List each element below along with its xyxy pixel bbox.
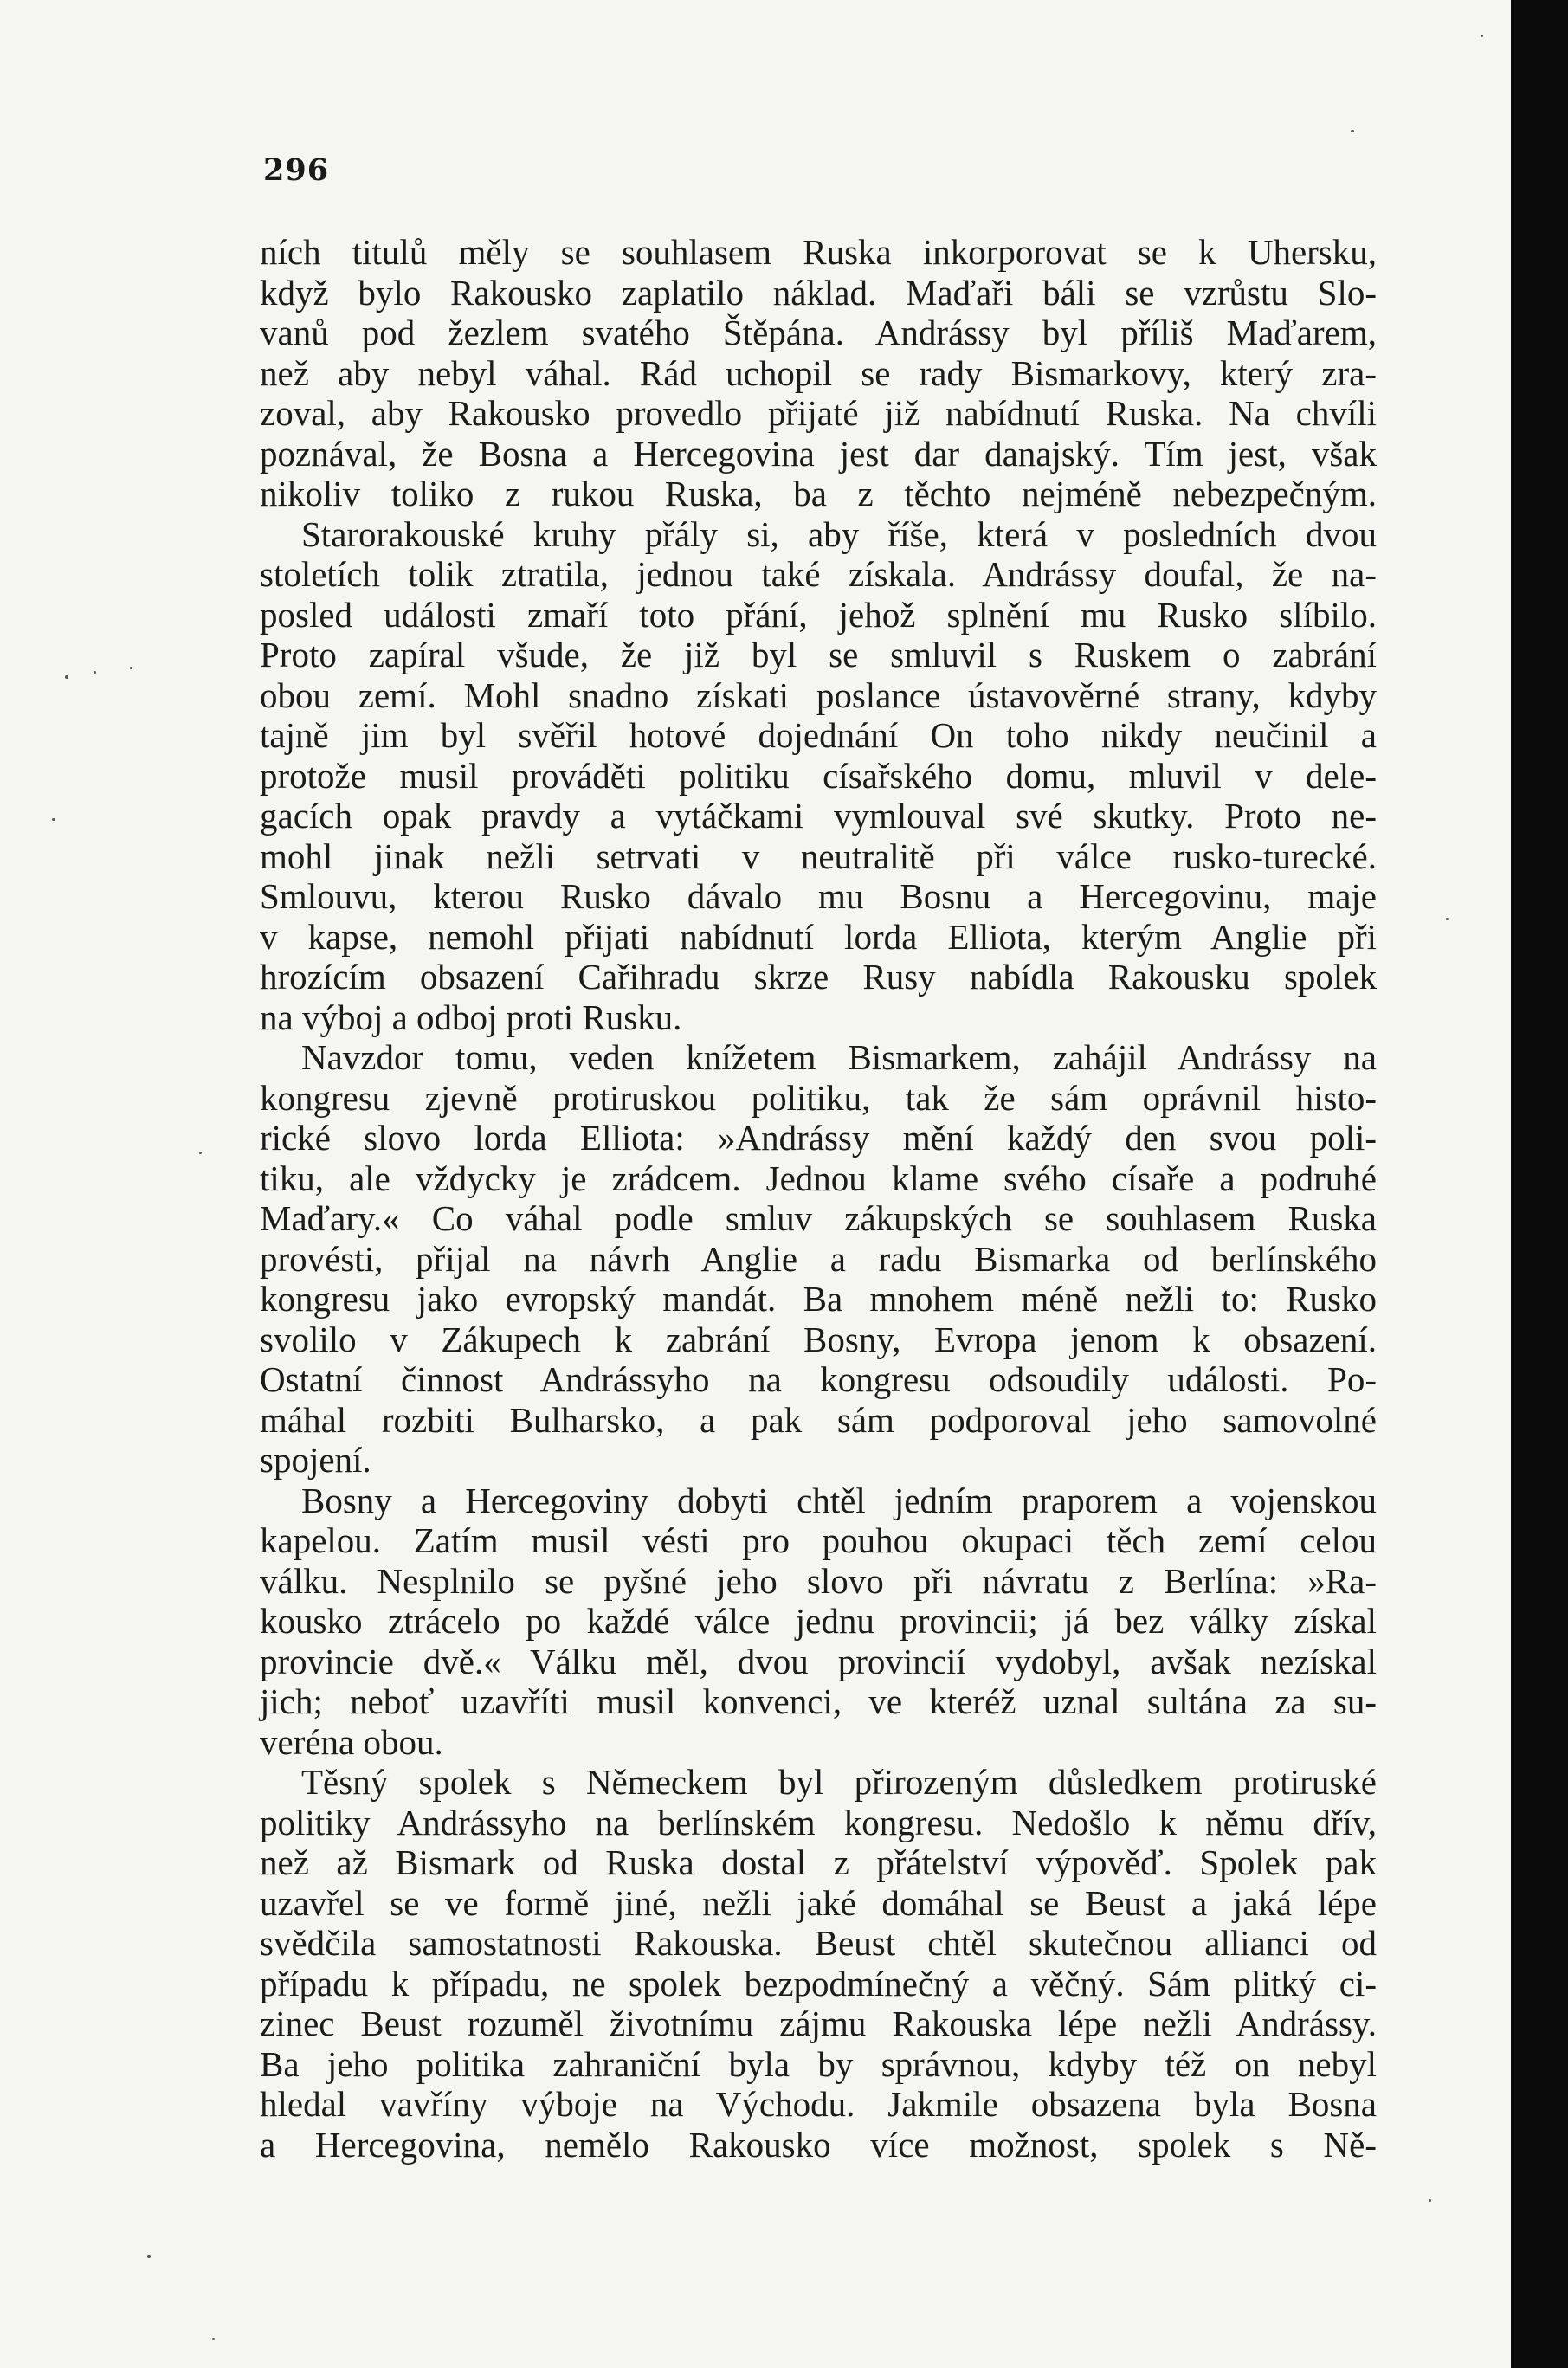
text-line: posled události zmaří toto přání, jehož splnění mu Rusko slíbilo. xyxy=(260,594,1377,635)
text-line: v kapse, nemohl přijati nabídnutí lorda Elliota, kterým Anglie při xyxy=(260,916,1377,957)
text-line: Bosny a Hercegoviny dobyti chtěl jedním praporem a vojenskou xyxy=(301,1480,1377,1520)
text-line: Maďary.« Co váhal podle smluv zákupských se souhlasem Ruska xyxy=(260,1198,1377,1238)
text-line: hledal vavříny výboje na Východu. Jakmile obsazena byla Bosna xyxy=(260,2084,1377,2124)
text-line: nikoliv toliko z rukou Ruska, ba z těchto nejméně nebezpečným. xyxy=(260,474,1377,513)
text-line: na výboj a odboj proti Rusku. xyxy=(260,997,682,1037)
text-line: vanů pod žezlem svatého Štěpána. Andrássy byl příliš Maďarem, xyxy=(260,313,1377,352)
text-line: rické slovo lorda Elliota: »Andrássy mění každý den svou poli- xyxy=(260,1118,1377,1158)
scan-edge xyxy=(1511,0,1568,2368)
text-line: ních titulů měly se souhlasem Ruska inkorporovat se k Uhersku, xyxy=(260,232,1377,272)
text-line: kousko ztrácelo po každé válce jednu provincii; já bez války získal xyxy=(260,1601,1377,1641)
body-text xyxy=(260,232,1377,2165)
text-line: provincie dvě.« Válku měl, dvou provincií vydobyl, avšak nezískal xyxy=(260,1641,1377,1681)
text-line: Proto zapíral všude, že již byl se smluvil s Ruskem o zabrání xyxy=(260,635,1377,674)
text-line: hrozícím obsazení Cařihradu skrze Rusy nabídla Rakousku spolek xyxy=(260,957,1377,997)
text-line: Starorakouské kruhy přály si, aby říše, která v posledních dvou xyxy=(301,513,1377,554)
text-line: než až Bismark od Ruska dostal z přátelství výpověď. Spolek pak xyxy=(260,1842,1377,1882)
text-line: svědčila samostatnosti Rakouska. Beust chtěl skutečnou allianci od xyxy=(260,1923,1377,1963)
text-line: kapelou. Zatím musil vésti pro pouhou okupaci těch zemí celou xyxy=(260,1520,1377,1560)
text-line: politiky Andrássyho na berlínském kongresu. Nedošlo k němu dřív, xyxy=(260,1802,1377,1842)
text-line: máhal rozbiti Bulharsko, a pak sám podporoval jeho samovolné xyxy=(260,1399,1377,1440)
text-line: zinec Beust rozuměl životnímu zájmu Rakouska lépe nežli Andrássy. xyxy=(260,2003,1377,2043)
text-line: když bylo Rakousko zaplatilo náklad. Maďaři báli se vzrůstu Slo- xyxy=(260,272,1377,313)
text-line: spojení. xyxy=(260,1440,371,1480)
text-line: svolilo v Zákupech k zabrání Bosny, Evropa jenom k obsazení. xyxy=(260,1319,1377,1359)
text-line: než aby nebyl váhal. Rád uchopil se rady Bismarkovy, který zra- xyxy=(260,352,1377,393)
text-line: tajně jim byl svěřil hotové dojednání On toho nikdy neučinil a xyxy=(260,715,1377,755)
text-line: Ba jeho politika zahraniční byla by správnou, kdyby též on nebyl xyxy=(260,2043,1377,2084)
text-line: Těsný spolek s Německem byl přirozeným důsledkem protiruské xyxy=(301,1762,1377,1802)
text-line: válku. Nesplnilo se pyšné jeho slovo při návratu z Berlína: »Ra- xyxy=(260,1560,1377,1601)
text-line: Ostatní činnost Andrássyho na kongresu odsoudily události. Po- xyxy=(260,1359,1377,1399)
text-line: veréna obou. xyxy=(260,1721,443,1762)
text-line: Navzdor tomu, veden knížetem Bismarkem, zahájil Andrássy na xyxy=(301,1037,1377,1077)
page-number: 296 xyxy=(263,152,330,188)
text-line: a Hercegovina, nemělo Rakousko více možnost, spolek s Ně- xyxy=(260,2124,1377,2165)
text-line: protože musil prováděti politiku císařského domu, mluvil v dele- xyxy=(260,755,1377,796)
text-line: tiku, ale vždycky je zrádcem. Jednou klame svého císaře a podruhé xyxy=(260,1158,1377,1198)
text-line: mohl jinak nežli setrvati v neutralitě při válce rusko-turecké. xyxy=(260,836,1377,876)
text-line: zoval, aby Rakousko provedlo přijaté již nabídnutí Ruska. Na chvíli xyxy=(260,393,1377,433)
text-line: jich; neboť uzavříti musil konvenci, ve kteréž uznal sultána za su- xyxy=(260,1681,1377,1721)
text-line: poznával, že Bosna a Hercegovina jest dar danajský. Tím jest, však xyxy=(260,433,1377,474)
text-line: kongresu jako evropský mandát. Ba mnohem méně nežli to: Rusko xyxy=(260,1279,1377,1319)
text-line: stoletích tolik ztratila, jednou také získala. Andrássy doufal, že na- xyxy=(260,554,1377,594)
text-line: kongresu zjevně protiruskou politiku, tak že sám oprávnil histo- xyxy=(260,1077,1377,1118)
text-line: případu k případu, ne spolek bezpodmínečný a věčný. Sám plitký ci- xyxy=(260,1963,1377,2003)
text-line: uzavřel se ve formě jiné, nežli jaké domáhal se Beust a jaká lépe xyxy=(260,1882,1377,1923)
text-line: Smlouvu, kterou Rusko dávalo mu Bosnu a Hercegovinu, maje xyxy=(260,876,1377,916)
text-line: provésti, přijal na návrh Anglie a radu Bismarka od berlínského xyxy=(260,1238,1377,1279)
text-line: gacích opak pravdy a vytáčkami vymlouval své skutky. Proto ne- xyxy=(260,796,1377,836)
text-line: obou zemí. Mohl snadno získati poslance ústavověrné strany, kdyby xyxy=(260,674,1377,715)
